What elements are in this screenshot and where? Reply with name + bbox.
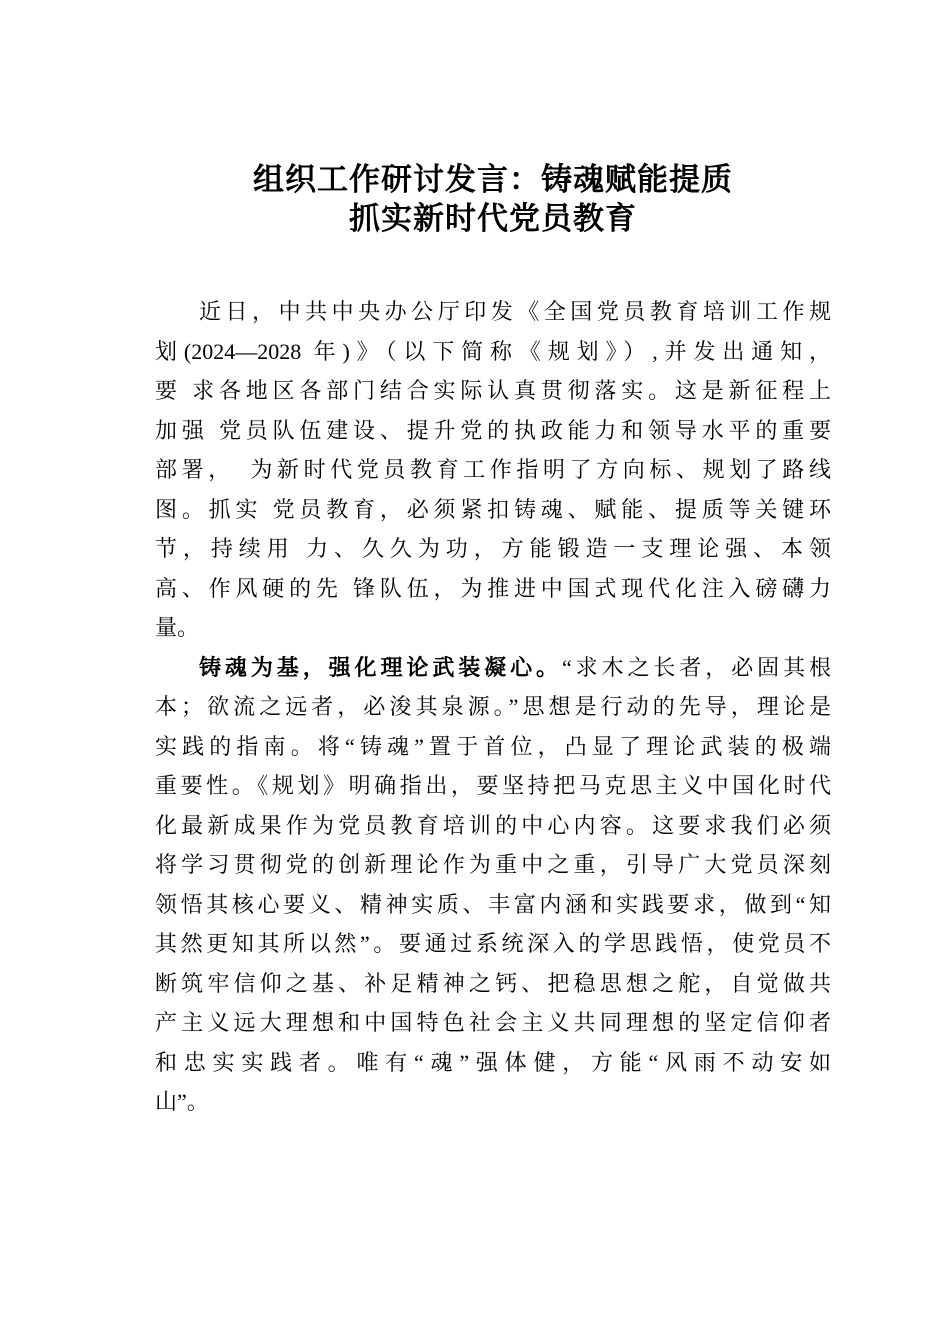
text-line — [155, 687, 831, 727]
text-line — [155, 648, 831, 688]
text-segment: 部署， 为新时代党员教育工作指明了方向标、规划了路线 — [155, 457, 831, 482]
text-segment: 山”。 — [155, 1089, 209, 1114]
text-line — [155, 766, 831, 806]
text-line — [155, 529, 831, 569]
text-line — [155, 964, 831, 1004]
text-segment: 加强 党员队伍建设、提升党的执政能力和领导水平的重要 — [155, 417, 831, 443]
document-body — [155, 292, 831, 1122]
paragraph — [155, 292, 831, 648]
text-line — [155, 1003, 831, 1043]
text-segment: 其然更知其所以然”。要通过系统深入的学思践悟，使党员不 — [155, 931, 831, 956]
text-line — [155, 806, 831, 846]
document-title-line: 组织工作研讨发言：铸魂赋能提质 — [253, 162, 733, 197]
text-segment: 图。抓实 党员教育，必须紧扣铸魂、赋能、提质等关键环 — [155, 496, 831, 522]
text-segment: “求木之长者，必固其根 — [561, 654, 831, 680]
text-segment: 产主义远大理想和中国特色社会主义共同理想的坚定信仰者 — [155, 1010, 831, 1035]
text-line — [155, 1043, 831, 1083]
text-segment: 划(2024—2028 年)》（以下简称《规划》）,并发出通知， — [155, 338, 831, 364]
text-line — [155, 450, 831, 490]
text-line — [155, 371, 831, 411]
text-line — [155, 569, 831, 609]
text-segment: 近日，中共中央办公厅印发《全国党员教育培训工作规 — [199, 299, 831, 324]
text-line — [155, 845, 831, 885]
paragraph — [155, 648, 831, 1122]
text-segment: 和忠实实践者。唯有“魂”强体健，方能“风雨不动安如 — [155, 1049, 831, 1075]
text-line — [155, 292, 831, 332]
text-line — [155, 608, 831, 648]
text-segment: 化最新成果作为党员教育培训的中心内容。这要求我们必须 — [155, 812, 831, 838]
text-segment: 高、作风硬的先 锋队伍，为推进中国式现代化注入磅礴力 — [155, 575, 831, 601]
text-segment: 领悟其核心要义、精神实质、丰富内涵和实践要求，做到“知 — [155, 891, 831, 917]
text-line — [155, 885, 831, 925]
document-title — [155, 160, 831, 238]
text-segment: 本；欲流之远者，必浚其泉源。”思想是行动的先导，理论是 — [155, 694, 831, 719]
text-line — [155, 1082, 831, 1122]
text-line — [155, 411, 831, 451]
text-segment-bold: 铸魂为基，强化理论武装凝心。 — [199, 654, 562, 680]
text-segment: 断筑牢信仰之基、补足精神之钙、把稳思想之舵，自觉做共 — [155, 970, 831, 996]
text-segment: 将学习贯彻党的创新理论作为重中之重，引导广大党员深刻 — [155, 852, 831, 877]
document-title-line: 抓实新时代党员教育 — [349, 201, 637, 236]
text-line — [155, 727, 831, 767]
text-line — [155, 490, 831, 530]
text-line — [155, 332, 831, 372]
text-segment: 实践的指南。将“铸魂”置于首位，凸显了理论武装的极端 — [155, 733, 831, 759]
text-segment: 重要性。《规划》明确指出，要坚持把马克思主义中国化时代 — [155, 773, 831, 798]
text-segment: 要 求各地区各部门结合实际认真贯彻落实。这是新征程上 — [155, 378, 831, 403]
text-segment: 节，持续用 力、久久为功，方能锻造一支理论强、本领 — [155, 536, 831, 561]
text-segment: 量。 — [155, 615, 200, 640]
text-line — [155, 924, 831, 964]
